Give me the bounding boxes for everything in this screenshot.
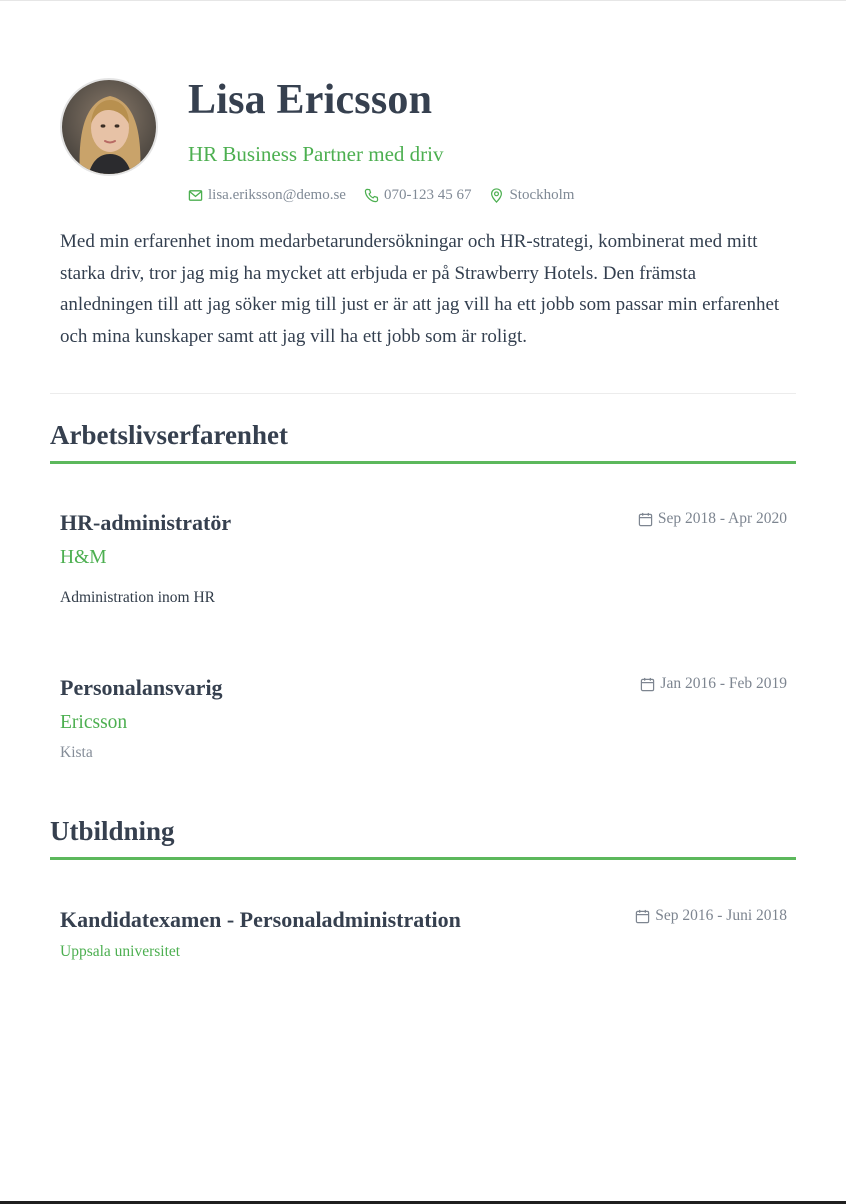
phone-text: 070-123 45 67 (383, 187, 472, 203)
entry-title: Kandidatexamen - Personaladministration (60, 907, 461, 932)
calendar-icon (635, 909, 650, 924)
avatar (60, 78, 158, 176)
experience-entry (60, 675, 787, 762)
contact-phone[interactable] (364, 187, 472, 204)
top-border (0, 0, 846, 1)
entry-title: Personalansvarig (60, 675, 223, 700)
entry-description: Administration inom HR (60, 589, 215, 606)
education-entry (60, 907, 787, 961)
entry-organization: Uppsala universitet (60, 943, 181, 960)
map-pin-icon (489, 188, 504, 203)
header-text (188, 78, 788, 204)
entry-date (638, 510, 787, 528)
entry-title: HR-administratör (60, 510, 232, 535)
entry-date (635, 907, 787, 925)
divider (50, 393, 796, 394)
profile-summary: Med min erfarenhet inom medarbetarundersökningar och HR-strategi, kombinerat med mitt starka driv, tror jag mig ha mycket att erbjuda er på Strawberry Hotels. Den främsta anledningen till att jag söker mig till just er är att jag vill ha ett jobb som passar min erfarenhet och mina kunskaper samt att jag vill ha ett jobb som är roligt. (60, 231, 780, 347)
entry-date (640, 675, 787, 693)
entry-date-text: Jan 2016 - Feb 2019 (660, 675, 787, 692)
entry-organization: Ericsson (60, 712, 128, 733)
cv-header (60, 77, 800, 203)
entry-location: Kista (60, 744, 93, 761)
entry-date-text: Sep 2018 - Apr 2020 (657, 510, 787, 527)
section-title-education: Utbildning (50, 816, 796, 860)
mail-icon (188, 188, 203, 203)
contact-email[interactable] (188, 187, 346, 204)
calendar-icon (638, 512, 653, 527)
calendar-icon (640, 677, 655, 692)
location-text: Stockholm (509, 187, 575, 203)
experience-entry (60, 510, 787, 607)
phone-icon (364, 188, 379, 203)
section-title-experience: Arbetslivserfarenhet (50, 420, 796, 464)
contact-location (489, 187, 574, 204)
email-text: lisa.eriksson@demo.se (208, 187, 346, 203)
entry-date-text: Sep 2016 - Juni 2018 (655, 907, 787, 924)
entry-organization: H&M (60, 547, 107, 568)
contact-row (188, 187, 788, 204)
person-name: Lisa Ericsson (188, 77, 433, 123)
job-title: HR Business Partner med driv (188, 142, 444, 166)
profile-photo (62, 80, 158, 176)
